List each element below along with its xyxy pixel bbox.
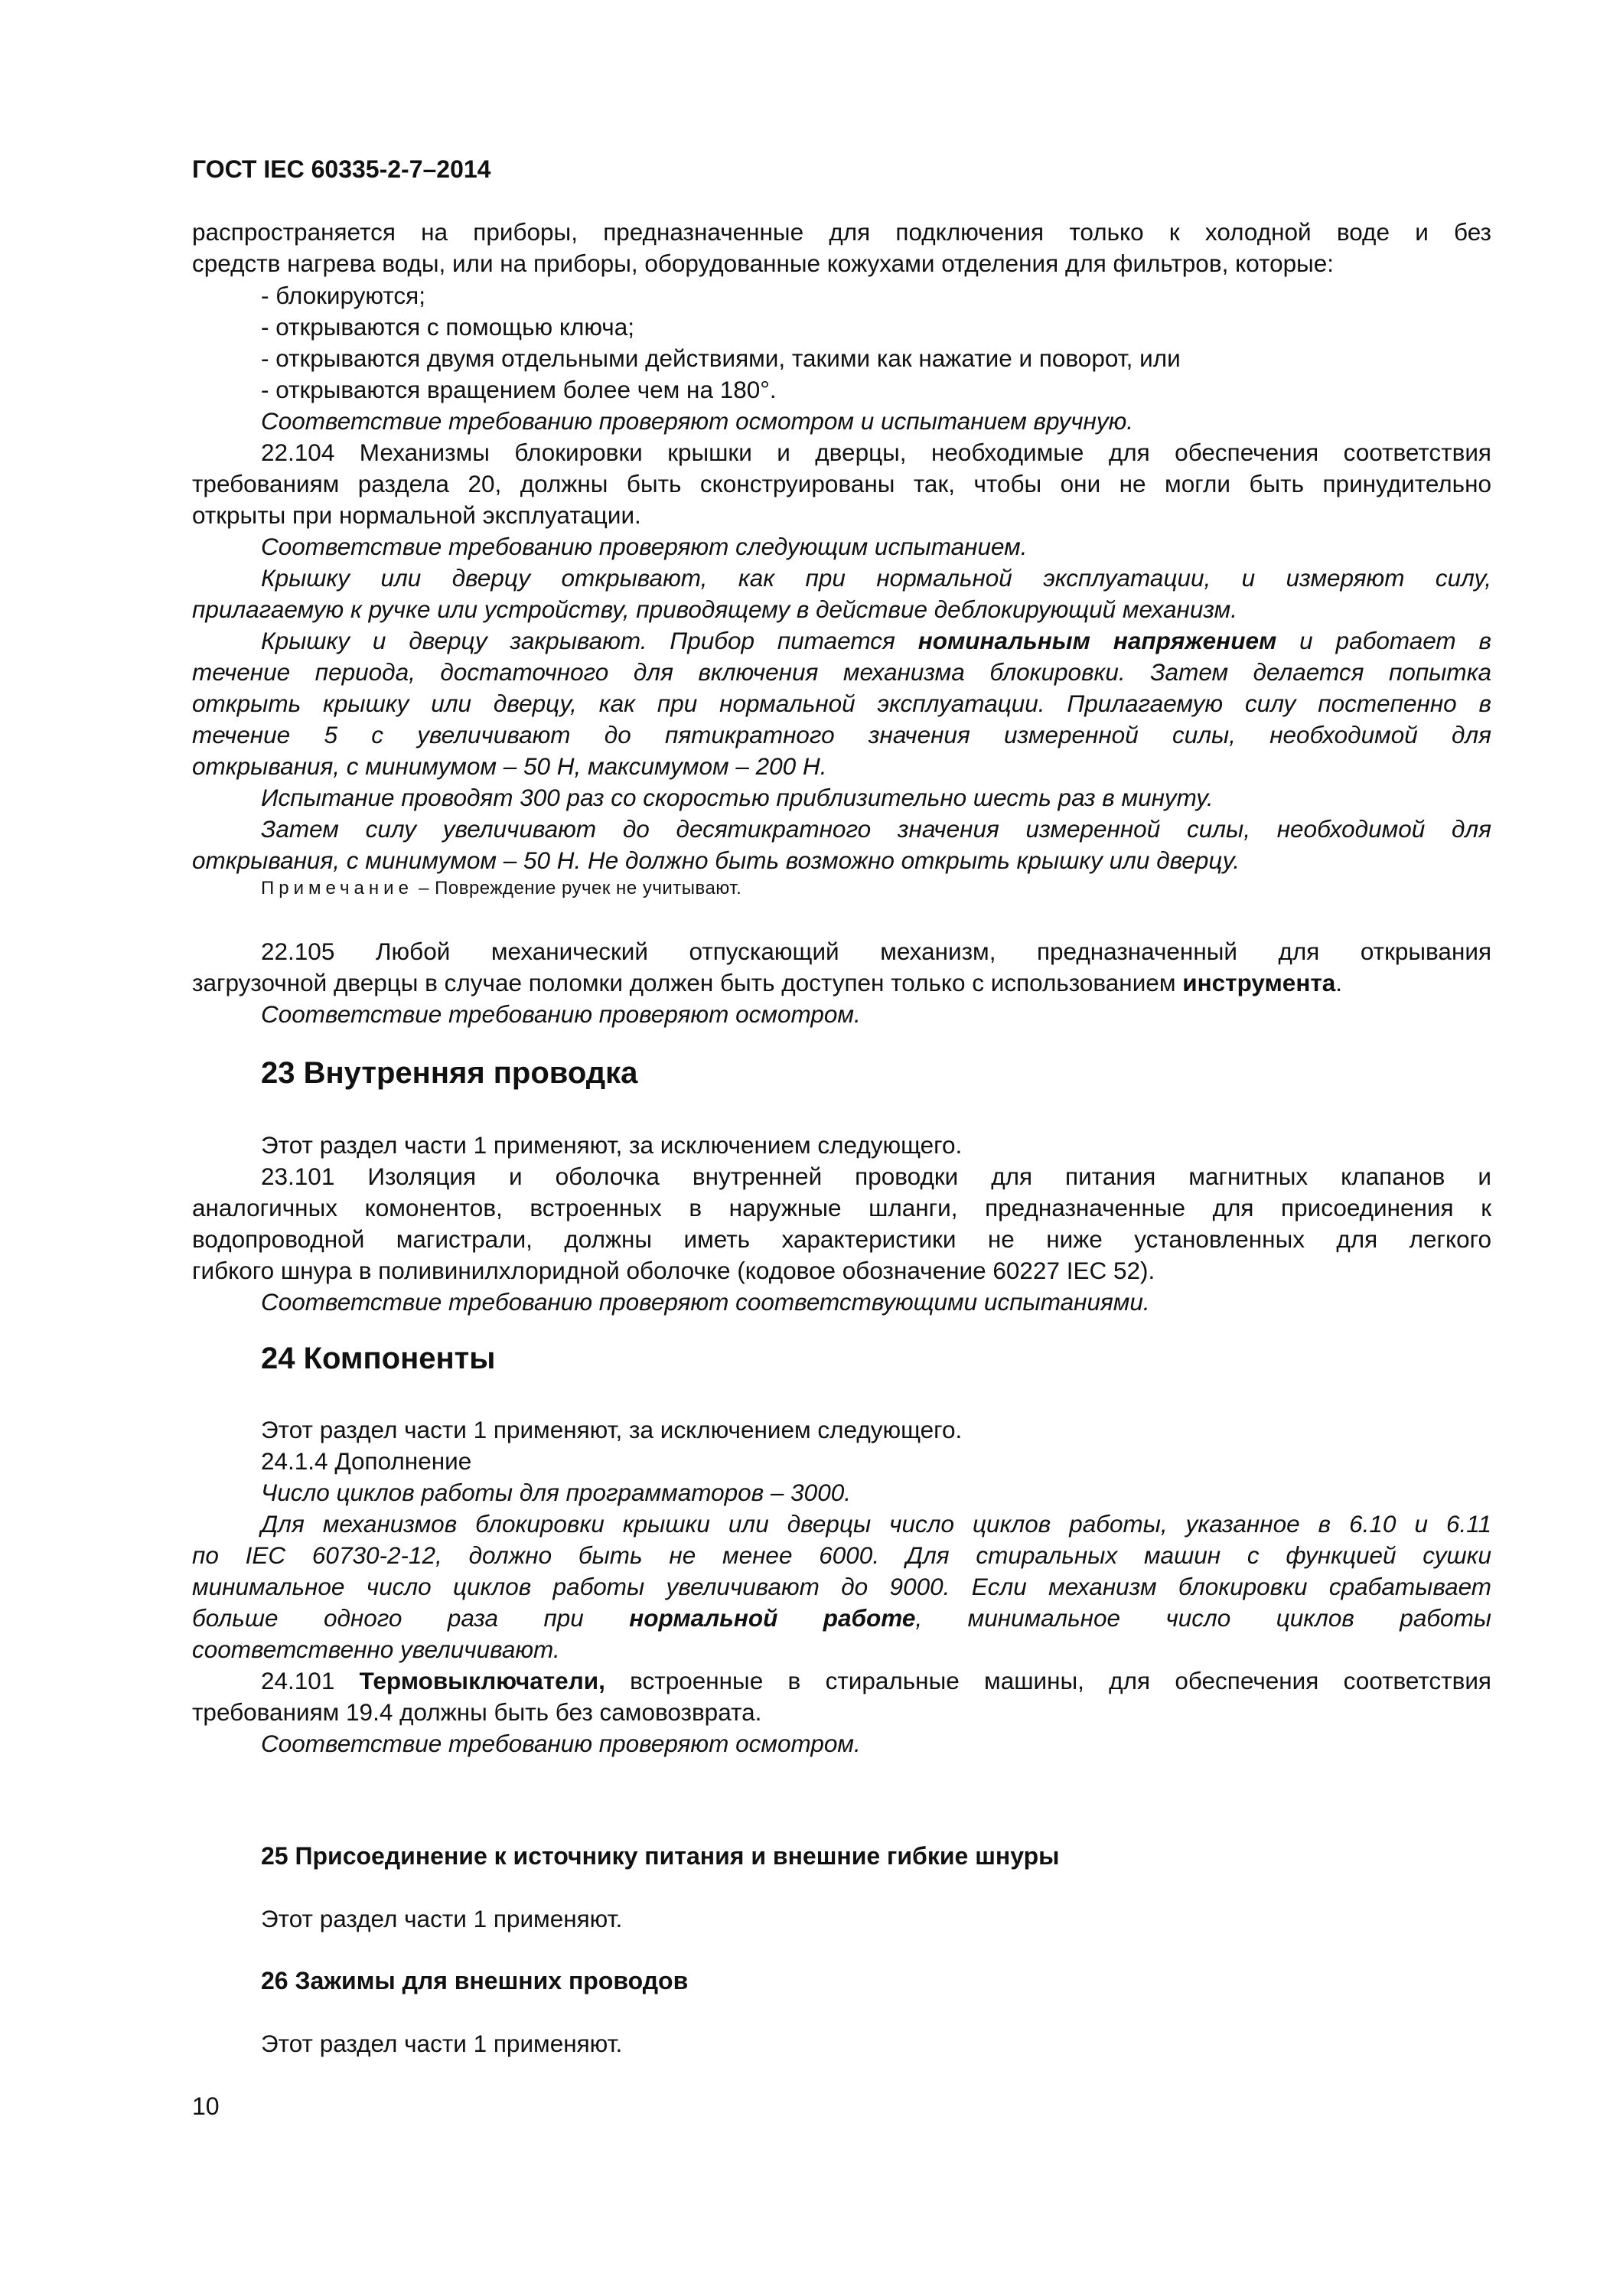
text-run: , минимальное число циклов работы: [915, 1604, 1491, 1632]
compliance-text: Соответствие требованию проверяют следующим испытанием.: [261, 533, 1028, 560]
section-23-heading: 23 Внутренняя проводка: [261, 1056, 638, 1090]
test-text: соответственно увеличивают.: [192, 1636, 560, 1663]
note-text: – Повреждение ручек не учитывают.: [412, 878, 742, 899]
compliance-text: Соответствие требованию проверяют осмотром и испытанием вручную.: [261, 407, 1134, 435]
paragraph-line: аналогичных комонентов, встроенных в наружные шланги, предназначенные для присоединения к: [192, 1194, 1491, 1221]
section-25-heading: 25 Присоединение к источнику питания и внешние гибкие шнуры: [261, 1842, 1060, 1870]
test-text: открыть крышку или дверцу, как при нормальной эксплуатации. Прилагаемую силу постепенно в: [192, 690, 1491, 717]
test-text: по IEC 60730-2-12, должно быть не менее 6000. Для стиральных машин с функцией сушки: [192, 1541, 1491, 1569]
test-text: Испытание проводят 300 раз со скоростью приблизительно шесть раз в минуту.: [261, 784, 1214, 811]
clause-24-101-text: [261, 1665, 1491, 1696]
test-text: Число циклов работы для программаторов – 3000.: [261, 1479, 851, 1506]
text-run: встроенные в стиральные машины, для обеспечения соответствия: [605, 1667, 1491, 1694]
note: [261, 873, 1491, 904]
compliance-text: Соответствие требованию проверяют соответствующими испытаниями.: [261, 1288, 1150, 1316]
text-run: 24.101: [261, 1667, 360, 1694]
document-header: ГОСТ IEC 60335-2-7–2014: [192, 155, 491, 183]
term-rated-voltage: номинальным напряжением: [917, 627, 1277, 654]
test-text: [192, 1603, 1491, 1633]
term-normal-operation: нормальной работе: [629, 1604, 916, 1632]
clause-22-105-text: 22.105 Любой механический отпускающий механизм, предназначенный для открывания: [261, 938, 1491, 965]
test-text: открывания, с минимумом – 50 Н, максимумом – 200 Н.: [192, 752, 827, 780]
section-26-heading: 26 Зажимы для внешних проводов: [261, 1967, 689, 1994]
list-item: - открываются вращением более чем на 180°.: [261, 376, 777, 403]
page-number: 10: [192, 2092, 220, 2120]
paragraph-line: средств нагрева воды, или на приборы, оборудованные кожухами отделения для фильтров, которые:: [192, 249, 1335, 277]
paragraph-line: [192, 967, 1491, 998]
text-run: загрузочной дверцы в случае поломки должен быть доступен только с использованием: [192, 969, 1183, 996]
test-text: течение периода, достаточного для включения механизма блокировки. Затем делается попытка: [192, 658, 1491, 686]
paragraph-line: открыты при нормальной эксплуатации.: [192, 501, 641, 529]
test-text: Для механизмов блокировки крышки или дверцы число циклов работы, указанное в 6.10 и 6.11: [261, 1510, 1491, 1538]
paragraph-line: водопроводной магистрали, должны иметь характеристики не ниже установленных для легкого: [192, 1225, 1491, 1253]
text-run: и работает в: [1276, 627, 1491, 654]
test-text: открывания, с минимумом – 50 Н. Не должно быть возможно открыть крышку или дверцу.: [192, 846, 1240, 874]
list-item: - открываются с помощью ключа;: [261, 313, 634, 341]
list-item: - блокируются;: [261, 282, 425, 309]
term-thermal-cutouts: Термовыключатели,: [359, 1667, 605, 1694]
clause-23-101-text: 23.101 Изоляция и оболочка внутренней проводки для питания магнитных клапанов и: [261, 1163, 1491, 1190]
paragraph-line: требованиям раздела 20, должны быть сконструированы так, чтобы они не могли быть принудительно: [192, 470, 1491, 497]
section-24-heading: 24 Компоненты: [261, 1342, 496, 1375]
test-text: минимальное число циклов работы увеличивают до 9000. Если механизм блокировки срабатывает: [192, 1573, 1491, 1600]
text-run: больше одного раза при: [192, 1604, 630, 1632]
test-text: [261, 625, 1491, 656]
text-run: .: [1335, 969, 1343, 996]
compliance-text: Соответствие требованию проверяют осмотром.: [261, 1000, 861, 1028]
subclause-heading: 24.1.4 Дополнение: [261, 1447, 472, 1475]
test-text: прилагаемую к ручке или устройству, приводящему в действие деблокирующий механизм.: [192, 595, 1238, 623]
paragraph-line: Этот раздел части 1 применяют.: [261, 2030, 623, 2057]
term-tool: инструмента: [1182, 969, 1336, 996]
paragraph-line: гибкого шнура в поливинилхлоридной оболочке (кодовое обозначение 60227 IEC 52).: [192, 1257, 1155, 1284]
test-text: Крышку или дверцу открывают, как при нормальной эксплуатации, и измеряют силу,: [261, 564, 1491, 592]
test-text: течение 5 с увеличивают до пятикратного значения измеренной силы, необходимой для: [192, 721, 1491, 748]
list-item: - открываются двумя отдельными действиями, такими как нажатие и поворот, или: [261, 344, 1181, 372]
compliance-text: Соответствие требованию проверяют осмотром.: [261, 1730, 861, 1757]
paragraph-line: распространяется на приборы, предназначенные для подключения только к холодной воде и без: [192, 218, 1491, 246]
clause-22-104-text: 22.104 Механизмы блокировки крышки и дверцы, необходимые для обеспечения соответствия: [261, 439, 1491, 466]
paragraph-line: требованиям 19.4 должны быть без самовозврата.: [192, 1698, 762, 1726]
test-text: Затем силу увеличивают до десятикратного значения измеренной силы, необходимой для: [261, 815, 1491, 843]
paragraph-line: Этот раздел части 1 применяют, за исключением следующего.: [261, 1416, 963, 1443]
paragraph-line: Этот раздел части 1 применяют, за исключением следующего.: [261, 1131, 963, 1159]
paragraph-line: Этот раздел части 1 применяют.: [261, 1905, 623, 1932]
text-run: Крышку и дверцу закрывают. Прибор питается: [261, 627, 918, 654]
note-label: Примечание: [261, 878, 413, 899]
